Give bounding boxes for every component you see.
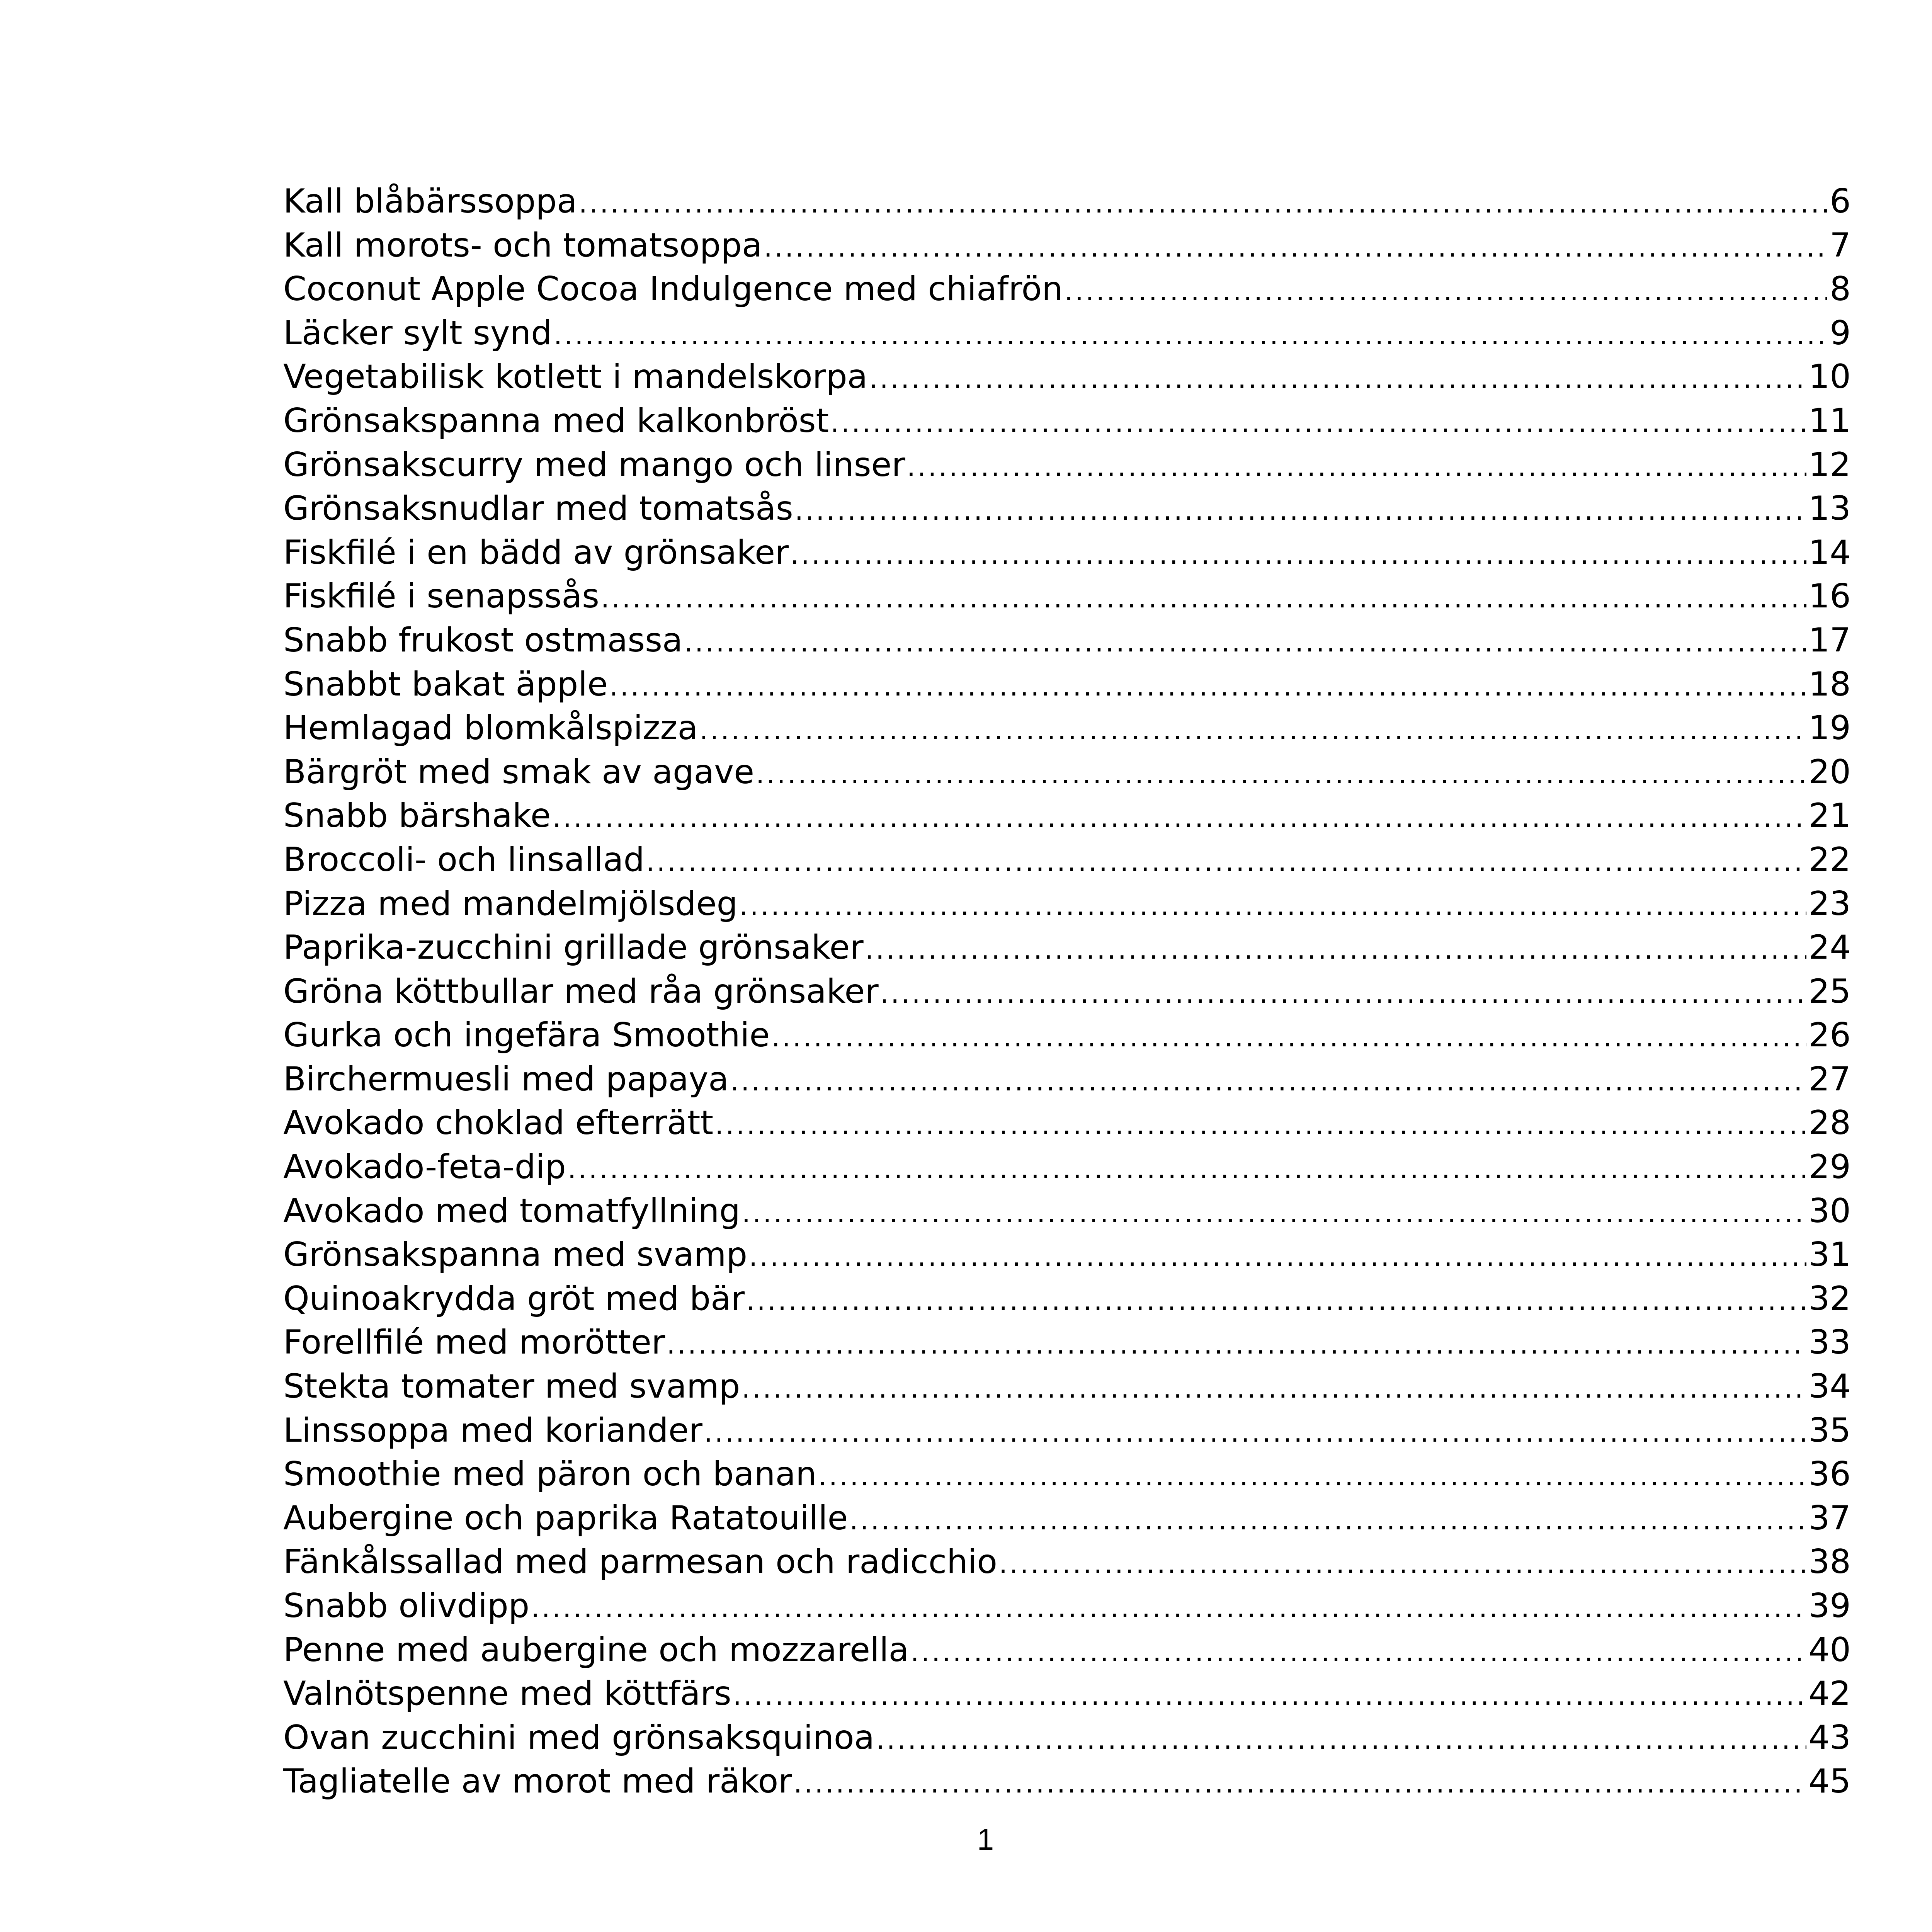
toc-entry-title: Penne med aubergine och mozzarella xyxy=(283,1630,909,1669)
toc-entry-page: 39 xyxy=(1808,1587,1851,1625)
toc-entry-title: Avokado choklad efterrätt xyxy=(283,1104,714,1143)
toc-entry-page: 16 xyxy=(1808,577,1851,616)
table-of-contents xyxy=(283,180,1851,1804)
toc-entry-title: Snabb frukost ostmassa xyxy=(283,621,683,660)
toc-dot-leader xyxy=(764,226,1828,268)
toc-entry[interactable] xyxy=(283,1760,1851,1804)
toc-dot-leader xyxy=(794,1762,1806,1804)
toc-entry-title: Gurka och ingefära Smoothie xyxy=(283,1016,770,1055)
toc-entry[interactable] xyxy=(283,1409,1851,1453)
toc-entry-title: Fänkålssallad med parmesan och radicchio xyxy=(283,1543,998,1582)
toc-dot-leader xyxy=(553,796,1806,838)
toc-entry-title: Aubergine och paprika Ratatouille xyxy=(283,1498,848,1537)
toc-entry[interactable] xyxy=(283,1058,1851,1102)
page-number: 1 xyxy=(977,1822,994,1856)
toc-entry[interactable] xyxy=(283,531,1851,575)
toc-entry-title: Ovan zucchini med grönsaksquinoa xyxy=(283,1718,875,1757)
toc-entry-page: 26 xyxy=(1808,1016,1851,1055)
toc-entry-page: 34 xyxy=(1808,1367,1851,1406)
toc-entry-page: 14 xyxy=(1808,533,1851,572)
toc-entry[interactable] xyxy=(283,706,1851,750)
toc-entry-page: 28 xyxy=(1808,1104,1851,1143)
toc-dot-leader xyxy=(609,665,1806,707)
toc-entry-page: 37 xyxy=(1808,1498,1851,1537)
toc-entry-title: Linssoppa med koriander xyxy=(283,1411,703,1450)
toc-dot-leader xyxy=(704,1411,1806,1453)
toc-entry-page: 22 xyxy=(1808,840,1851,879)
toc-dot-leader xyxy=(999,1542,1806,1584)
toc-entry[interactable] xyxy=(283,1277,1851,1321)
toc-entry-page: 33 xyxy=(1808,1323,1851,1362)
toc-entry-title: Tagliatelle av morot med räkor xyxy=(283,1762,792,1801)
toc-entry[interactable] xyxy=(283,1497,1851,1541)
toc-entry-page: 43 xyxy=(1808,1718,1851,1757)
toc-entry[interactable] xyxy=(283,794,1851,838)
toc-entry[interactable] xyxy=(283,1628,1851,1672)
toc-entry[interactable] xyxy=(283,838,1851,882)
toc-entry-title: Coconut Apple Cocoa Indulgence med chiafrön xyxy=(283,270,1063,309)
toc-dot-leader xyxy=(865,928,1806,970)
toc-entry-title: Snabb bärshake xyxy=(283,796,551,835)
toc-entry-page: 30 xyxy=(1808,1191,1851,1230)
toc-entry-title: Vegetabilisk kotlett i mandelskorpa xyxy=(283,357,868,396)
toc-entry-title: Hemlagad blomkålspizza xyxy=(283,709,698,748)
toc-dot-leader xyxy=(771,1015,1806,1058)
toc-entry-title: Grönsakspanna med kalkonbröst xyxy=(283,401,829,440)
toc-dot-leader xyxy=(830,401,1806,443)
toc-entry-page: 21 xyxy=(1808,796,1851,835)
toc-dot-leader xyxy=(756,752,1806,794)
toc-entry[interactable] xyxy=(283,1233,1851,1277)
toc-dot-leader xyxy=(684,621,1806,663)
toc-dot-leader xyxy=(699,708,1806,750)
toc-entry-page: 20 xyxy=(1808,752,1851,791)
toc-entry[interactable] xyxy=(283,267,1851,311)
toc-entry-title: Broccoli- och linsallad xyxy=(283,840,645,879)
toc-dot-leader xyxy=(876,1718,1806,1760)
toc-dot-leader xyxy=(850,1498,1806,1541)
toc-entry-title: Fiskfilé i senapssås xyxy=(283,577,599,616)
toc-entry-page: 38 xyxy=(1808,1543,1851,1582)
toc-entry[interactable] xyxy=(283,926,1851,970)
toc-entry[interactable] xyxy=(283,1365,1851,1409)
toc-entry[interactable] xyxy=(283,1145,1851,1189)
toc-entry-title: Grönsakscurry med mango och linser xyxy=(283,445,905,484)
toc-entry-title: Grönsakspanna med svamp xyxy=(283,1235,748,1274)
toc-entry-title: Grönsaksnudlar med tomatsås xyxy=(283,489,793,528)
toc-dot-leader xyxy=(579,182,1828,224)
toc-entry[interactable] xyxy=(283,180,1851,224)
toc-entry-title: Fiskfilé i en bädd av grönsaker xyxy=(283,533,789,572)
toc-entry-title: Avokado-feta-dip xyxy=(283,1148,566,1187)
toc-dot-leader xyxy=(869,357,1806,399)
toc-entry-page: 13 xyxy=(1808,489,1851,528)
toc-entry-title: Quinoakrydda gröt med bär xyxy=(283,1279,745,1318)
toc-entry-page: 9 xyxy=(1830,313,1851,352)
toc-entry-title: Birchermuesli med papaya xyxy=(283,1060,729,1099)
toc-dot-leader xyxy=(790,533,1806,575)
toc-dot-leader xyxy=(880,972,1806,1014)
toc-entry-title: Smoothie med päron och banan xyxy=(283,1455,817,1494)
toc-entry-title: Stekta tomater med svamp xyxy=(283,1367,740,1406)
toc-dot-leader xyxy=(795,489,1806,531)
toc-dot-leader xyxy=(742,1367,1806,1409)
toc-entry[interactable] xyxy=(283,399,1851,443)
toc-entry-page: 29 xyxy=(1808,1148,1851,1187)
toc-dot-leader xyxy=(910,1630,1806,1672)
toc-entry-page: 19 xyxy=(1808,709,1851,748)
toc-entry-page: 25 xyxy=(1808,972,1851,1011)
toc-dot-leader xyxy=(1065,269,1828,311)
toc-entry-page: 18 xyxy=(1808,665,1851,704)
toc-entry-page: 8 xyxy=(1830,270,1851,309)
toc-entry-title: Kall morots- och tomatsoppa xyxy=(283,226,762,265)
toc-entry[interactable] xyxy=(283,487,1851,531)
toc-entry-title: Paprika-zucchini grillade grönsaker xyxy=(283,928,864,967)
toc-entry[interactable] xyxy=(283,311,1851,355)
toc-entry[interactable] xyxy=(283,750,1851,794)
toc-entry[interactable] xyxy=(283,1321,1851,1365)
toc-dot-leader xyxy=(568,1147,1806,1189)
toc-entry-page: 23 xyxy=(1808,884,1851,923)
toc-entry-page: 32 xyxy=(1808,1279,1851,1318)
toc-entry[interactable] xyxy=(283,443,1851,487)
toc-dot-leader xyxy=(715,1103,1806,1145)
toc-entry[interactable] xyxy=(283,1452,1851,1497)
toc-dot-leader xyxy=(742,1191,1806,1233)
toc-entry-page: 11 xyxy=(1808,401,1851,440)
toc-entry[interactable] xyxy=(283,1101,1851,1145)
toc-entry[interactable] xyxy=(283,619,1851,663)
toc-entry-page: 40 xyxy=(1808,1630,1851,1669)
toc-entry[interactable] xyxy=(283,1189,1851,1233)
toc-entry-title: Valnötspenne med köttfärs xyxy=(283,1674,731,1713)
toc-entry-title: Snabb olivdipp xyxy=(283,1587,530,1625)
toc-entry-title: Forellfilé med morötter xyxy=(283,1323,665,1362)
toc-dot-leader xyxy=(531,1586,1806,1628)
toc-dot-leader xyxy=(746,1279,1806,1321)
toc-entry-page: 10 xyxy=(1808,357,1851,396)
toc-entry[interactable] xyxy=(283,1584,1851,1628)
toc-entry[interactable] xyxy=(283,224,1851,268)
toc-dot-leader xyxy=(646,840,1806,882)
toc-entry[interactable] xyxy=(283,1672,1851,1716)
toc-entry[interactable] xyxy=(283,970,1851,1014)
toc-entry-title: Läcker sylt synd xyxy=(283,313,552,352)
toc-dot-leader xyxy=(601,577,1806,619)
toc-entry-title: Pizza med mandelmjölsdeg xyxy=(283,884,738,923)
toc-entry[interactable] xyxy=(283,1014,1851,1058)
toc-entry-page: 12 xyxy=(1808,445,1851,484)
toc-entry[interactable] xyxy=(283,882,1851,926)
toc-entry[interactable] xyxy=(283,1716,1851,1760)
toc-dot-leader xyxy=(667,1323,1806,1365)
toc-entry-title: Gröna köttbullar med råa grönsaker xyxy=(283,972,879,1011)
toc-entry-title: Bärgröt med smak av agave xyxy=(283,752,755,791)
toc-entry-page: 45 xyxy=(1808,1762,1851,1801)
toc-dot-leader xyxy=(554,313,1828,355)
toc-entry-title: Snabbt bakat äpple xyxy=(283,665,608,704)
toc-entry-page: 6 xyxy=(1830,182,1851,221)
toc-entry[interactable] xyxy=(283,1540,1851,1584)
toc-dot-leader xyxy=(818,1454,1806,1497)
toc-entry-page: 35 xyxy=(1808,1411,1851,1450)
toc-entry-page: 36 xyxy=(1808,1455,1851,1494)
toc-dot-leader xyxy=(739,884,1806,926)
toc-dot-leader xyxy=(749,1235,1806,1277)
toc-entry-title: Avokado med tomatfyllning xyxy=(283,1191,740,1230)
toc-dot-leader xyxy=(907,445,1806,487)
toc-entry-page: 27 xyxy=(1808,1060,1851,1099)
toc-entry-title: Kall blåbärssoppa xyxy=(283,182,577,221)
toc-entry-page: 24 xyxy=(1808,928,1851,967)
toc-entry-page: 7 xyxy=(1830,226,1851,265)
toc-entry[interactable] xyxy=(283,663,1851,707)
toc-entry-page: 31 xyxy=(1808,1235,1851,1274)
toc-dot-leader xyxy=(730,1060,1806,1102)
toc-entry[interactable] xyxy=(283,355,1851,399)
toc-dot-leader xyxy=(733,1674,1806,1716)
toc-entry-page: 42 xyxy=(1808,1674,1851,1713)
toc-entry[interactable] xyxy=(283,575,1851,619)
toc-entry-page: 17 xyxy=(1808,621,1851,660)
